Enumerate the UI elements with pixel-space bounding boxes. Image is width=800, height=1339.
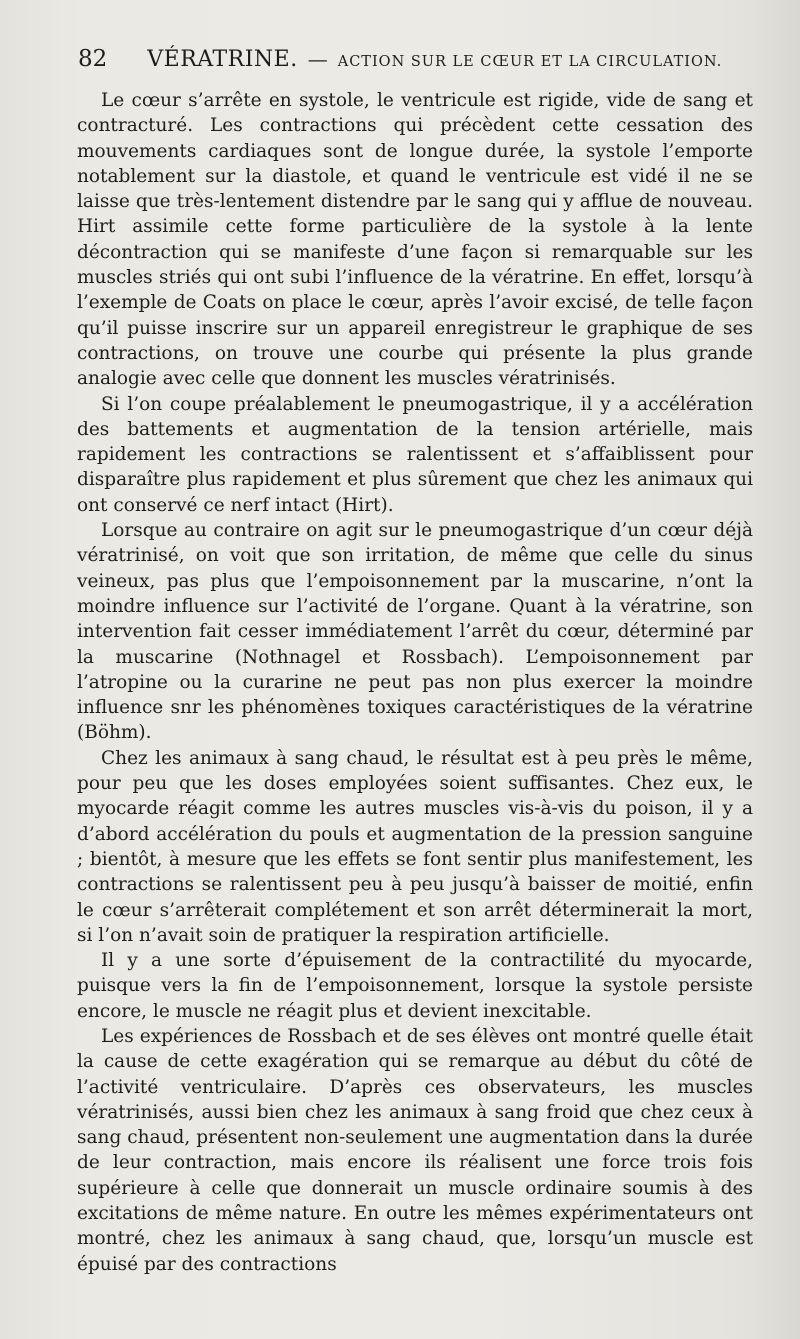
running-title: VÉRATRINE.: [147, 47, 298, 72]
body-text: [77, 88, 753, 1277]
page-number: 82: [78, 46, 108, 72]
paragraph: Les expériences de Rossbach et de ses élèves ont montré quelle était la cause de cette exagération qui se remarque au début du côté de l’activité ventriculaire. D’après ces observateurs, les muscles vératrinisés, aussi bien chez les animaux à sang froid que chez ceux à sang chaud, présentent non-seulement une augmentation dans la durée de leur contraction, mais encore ils réalisent une force trois fois supérieure à celle que donnerait un muscle ordinaire soumis à des excitations de même nature. En outre les mêmes expérimentateurs ont montré, chez les animaux à sang chaud, que, lorsqu’un muscle est épuisé par des contractions: [77, 1025, 753, 1275]
paragraph: Il y a une sorte d’épuisement de la contractilité du myocarde, puisque vers la fin de l’empoisonnement, lorsque la systole persiste encore, le muscle ne réagit plus et devient inexcitable.: [77, 950, 753, 1022]
paragraph: Si l’on coupe préalablement le pneumogastrique, il y a accélération des battements et augmentation de la tension artérielle, mais rapidement les contractions se ralentissent et s’affaiblissent pour disparaître plus rapidement et plus sûrement que chez les animaux qui ont conservé ce nerf intact (Hirt).: [77, 393, 753, 516]
paragraph: Le cœur s’arrête en systole, le ventricule est rigide, vide de sang et contracturé. Les contractions qui précèdent cette cessation des mouvements cardiaques sont de longue durée, la systole l’emporte notablement sur la diastole, et quand le ventricule est vidé il ne se laisse que très-lentement distendre par le sang qui y afflue de nouveau. Hirt assimile cette forme particulière de la systole à la lente décontraction qui se manifeste d’une façon si remarquable sur les muscles striés qui ont subi l’influence de la vératrine. En effet, lorsqu’à l’exemple de Coats on place le cœur, après l’avoir excisé, de telle façon qu’il puisse inscrire sur un appareil enregistreur le graphique de ses contractions, on trouve une courbe qui présente la plus grande analogie avec celle que donnent les muscles vératrinisés.: [77, 90, 753, 390]
running-header: [78, 46, 758, 86]
paragraph: Lorsque au contraire on agit sur le pneumogastrique d’un cœur déjà vératrinisé, on voit que son irritation, de même que celle du sinus veineux, pas plus que l’empoisonnement par la muscarine, n’ont la moindre influence sur l’activité de l’organe. Quant à la vératrine, son intervention fait cesser immédiatement l’arrêt du cœur, déterminé par la muscarine (Nothnagel et Rossbach). L’empoisonnement par l’atropine ou la curarine ne peut pas non plus exercer la moindre influence snr les phénomènes toxiques caractéristiques de la vératrine (Böhm).: [77, 520, 753, 744]
running-subtitle: ACTION SUR LE CŒUR ET LA CIRCULATION.: [337, 54, 723, 70]
paragraph: Chez les animaux à sang chaud, le résultat est à peu près le même, pour peu que les doses employées soient suffisantes. Chez eux, le myocarde réagit comme les autres muscles vis-à-vis du poison, il y a d’abord accélération du pouls et augmentation de la pression sanguine ; bientôt, à mesure que les effets se font sentir plus manifestement, les contractions se ralentissent peu à peu jusqu’à baisser de moitié, enfin le cœur s’arrêterait complétement et son arrêt déterminerait la mort, si l’on n’avait soin de pratiquer la respiration artificielle.: [77, 747, 753, 946]
running-separator: —: [307, 47, 328, 71]
